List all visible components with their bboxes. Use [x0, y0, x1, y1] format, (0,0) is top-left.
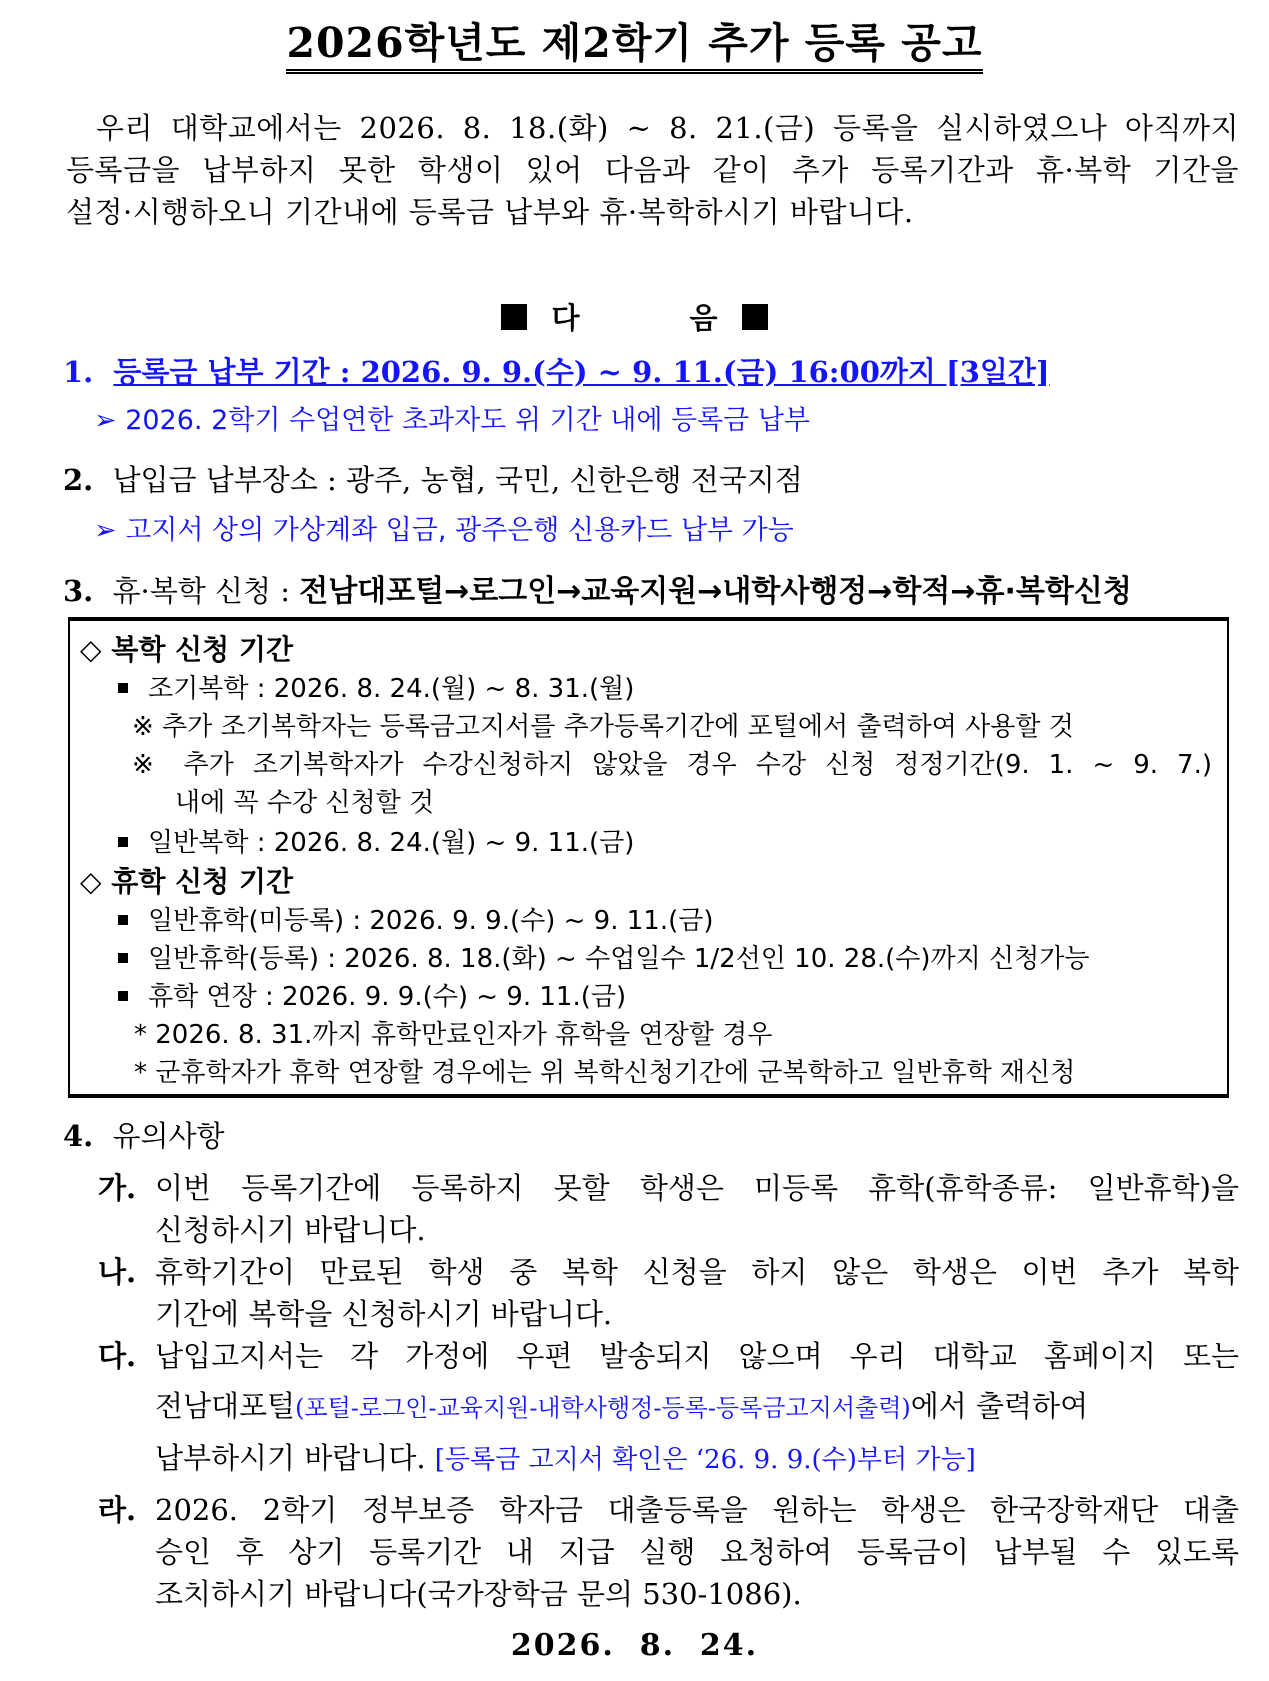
- intro-line-2: 등록금을 납부하지 못한 학생이 있어 다음과 같이 추가 등록기간과 휴·복학 기간을: [66, 153, 1239, 187]
- item-1: 1. 등록금 납부 기간 : 2026. 9. 9.(수) ~ 9. 11.(금) 16:00까지 [3일간]: [63, 355, 1050, 389]
- note-da-line-1: 납입고지서는 각 가정에 우편 발송되지 않으며 우리 대학교 홈페이지 또는: [155, 1339, 1239, 1373]
- bullet-icon: [118, 837, 128, 847]
- leave-extension-item: 휴학 연장 : 2026. 9. 9.(수) ~ 9. 11.(금): [118, 976, 626, 1013]
- item-3: 3. 휴·복학 신청 : 전남대포털→로그인→교육지원→내학사행정→학적→휴·복학신청: [63, 574, 1132, 609]
- note-ga-label: 가.: [98, 1171, 137, 1205]
- bullet-icon: [118, 683, 128, 693]
- bullet-icon: [118, 915, 128, 925]
- note-da-line-2: 전남대포털(포털-로그인-교육지원-내학사행정-등록-등록금고지서출력)에서 출력하여: [155, 1389, 1089, 1423]
- early-return-note-1: ※ 추가 조기복학자는 등록금고지서를 추가등록기간에 포털에서 출력하여 사용할 것: [132, 712, 1074, 742]
- note-ra-label: 라.: [98, 1493, 137, 1527]
- early-return-item: 조기복학 : 2026. 8. 24.(월) ~ 8. 31.(월): [118, 668, 634, 705]
- intro-line-3: 설정·시행하오니 기간내에 등록금 납부와 휴·복학하시기 바랍니다.: [66, 195, 914, 229]
- note-na-label: 나.: [98, 1255, 137, 1289]
- return-heading: ◇ 복학 신청 기간: [80, 633, 294, 666]
- general-return-item: 일반복학 : 2026. 8. 24.(월) ~ 9. 11.(금): [118, 822, 634, 859]
- note-da-label: 다.: [98, 1339, 137, 1373]
- early-return-note-2: ※ 추가 조기복학자가 수강신청하지 않았을 경우 수강 신청 정정기간(9. 1. ~ 9. 7.): [132, 750, 1212, 780]
- bullet-icon: [118, 991, 128, 1001]
- item-4: 4. 유의사항: [63, 1119, 225, 1153]
- note-ga-line-1: 이번 등록기간에 등록하지 못할 학생은 미등록 휴학(휴학종류: 일반휴학)을: [155, 1171, 1239, 1205]
- leave-unregistered-item: 일반휴학(미등록) : 2026. 9. 9.(수) ~ 9. 11.(금): [118, 900, 714, 937]
- leave-heading: ◇ 휴학 신청 기간: [80, 865, 294, 898]
- note-ga-line-2: 신청하시기 바랍니다.: [155, 1213, 426, 1247]
- extension-note-2: * 군휴학자가 휴학 연장할 경우에는 위 복학신청기간에 군복학하고 일반휴학 재신청: [134, 1058, 1076, 1088]
- notice-date: 2026. 8. 24.: [510, 1628, 759, 1663]
- black-square-icon: [742, 304, 768, 330]
- leave-registered-item: 일반휴학(등록) : 2026. 8. 18.(화) ~ 수업일수 1/2선인 10. 28.(수)까지 신청가능: [118, 938, 1090, 975]
- page-title: 2026학년도 제2학기 추가 등록 공고: [0, 10, 1269, 69]
- intro-line-1: 우리 대학교에서는 2026. 8. 18.(화) ~ 8. 21.(금) 등록을 실시하였으나 아직까지: [96, 111, 1239, 145]
- early-return-note-2-cont: 내에 꼭 수강 신청할 것: [175, 788, 435, 818]
- bullet-icon: [118, 953, 128, 963]
- note-ra-line-3: 조치하시기 바랍니다(국가장학금 문의 530-1086).: [155, 1577, 802, 1611]
- note-da-line-3: 납부하시기 바랍니다. [등록금 고지서 확인은 ‘26. 9. 9.(수)부터 가능]: [155, 1441, 976, 1475]
- item-2: 2. 납입금 납부장소 : 광주, 농협, 국민, 신한은행 전국지점: [63, 463, 803, 497]
- item-2-sub: ➢ 고지서 상의 가상계좌 입금, 광주은행 신용카드 납부 가능: [94, 515, 794, 546]
- black-square-icon: [501, 304, 527, 330]
- note-na-line-1: 휴학기간이 만료된 학생 중 복학 신청을 하지 않은 학생은 이번 추가 복학: [155, 1255, 1239, 1289]
- extension-note-1: * 2026. 8. 31.까지 휴학만료인자가 휴학을 연장할 경우: [134, 1020, 773, 1050]
- note-na-line-2: 기간에 복학을 신청하시기 바랍니다.: [155, 1297, 613, 1331]
- item-1-sub: ➢ 2026. 2학기 수업연한 초과자도 위 기간 내에 등록금 납부: [94, 405, 810, 436]
- section-heading: 다 음: [0, 296, 1269, 337]
- note-ra-line-1: 2026. 2학기 정부보증 학자금 대출등록을 원하는 학생은 한국장학재단 대출: [155, 1493, 1239, 1527]
- note-ra-line-2: 승인 후 상기 등록기간 내 지급 실행 요청하여 등록금이 납부될 수 있도록: [155, 1535, 1239, 1569]
